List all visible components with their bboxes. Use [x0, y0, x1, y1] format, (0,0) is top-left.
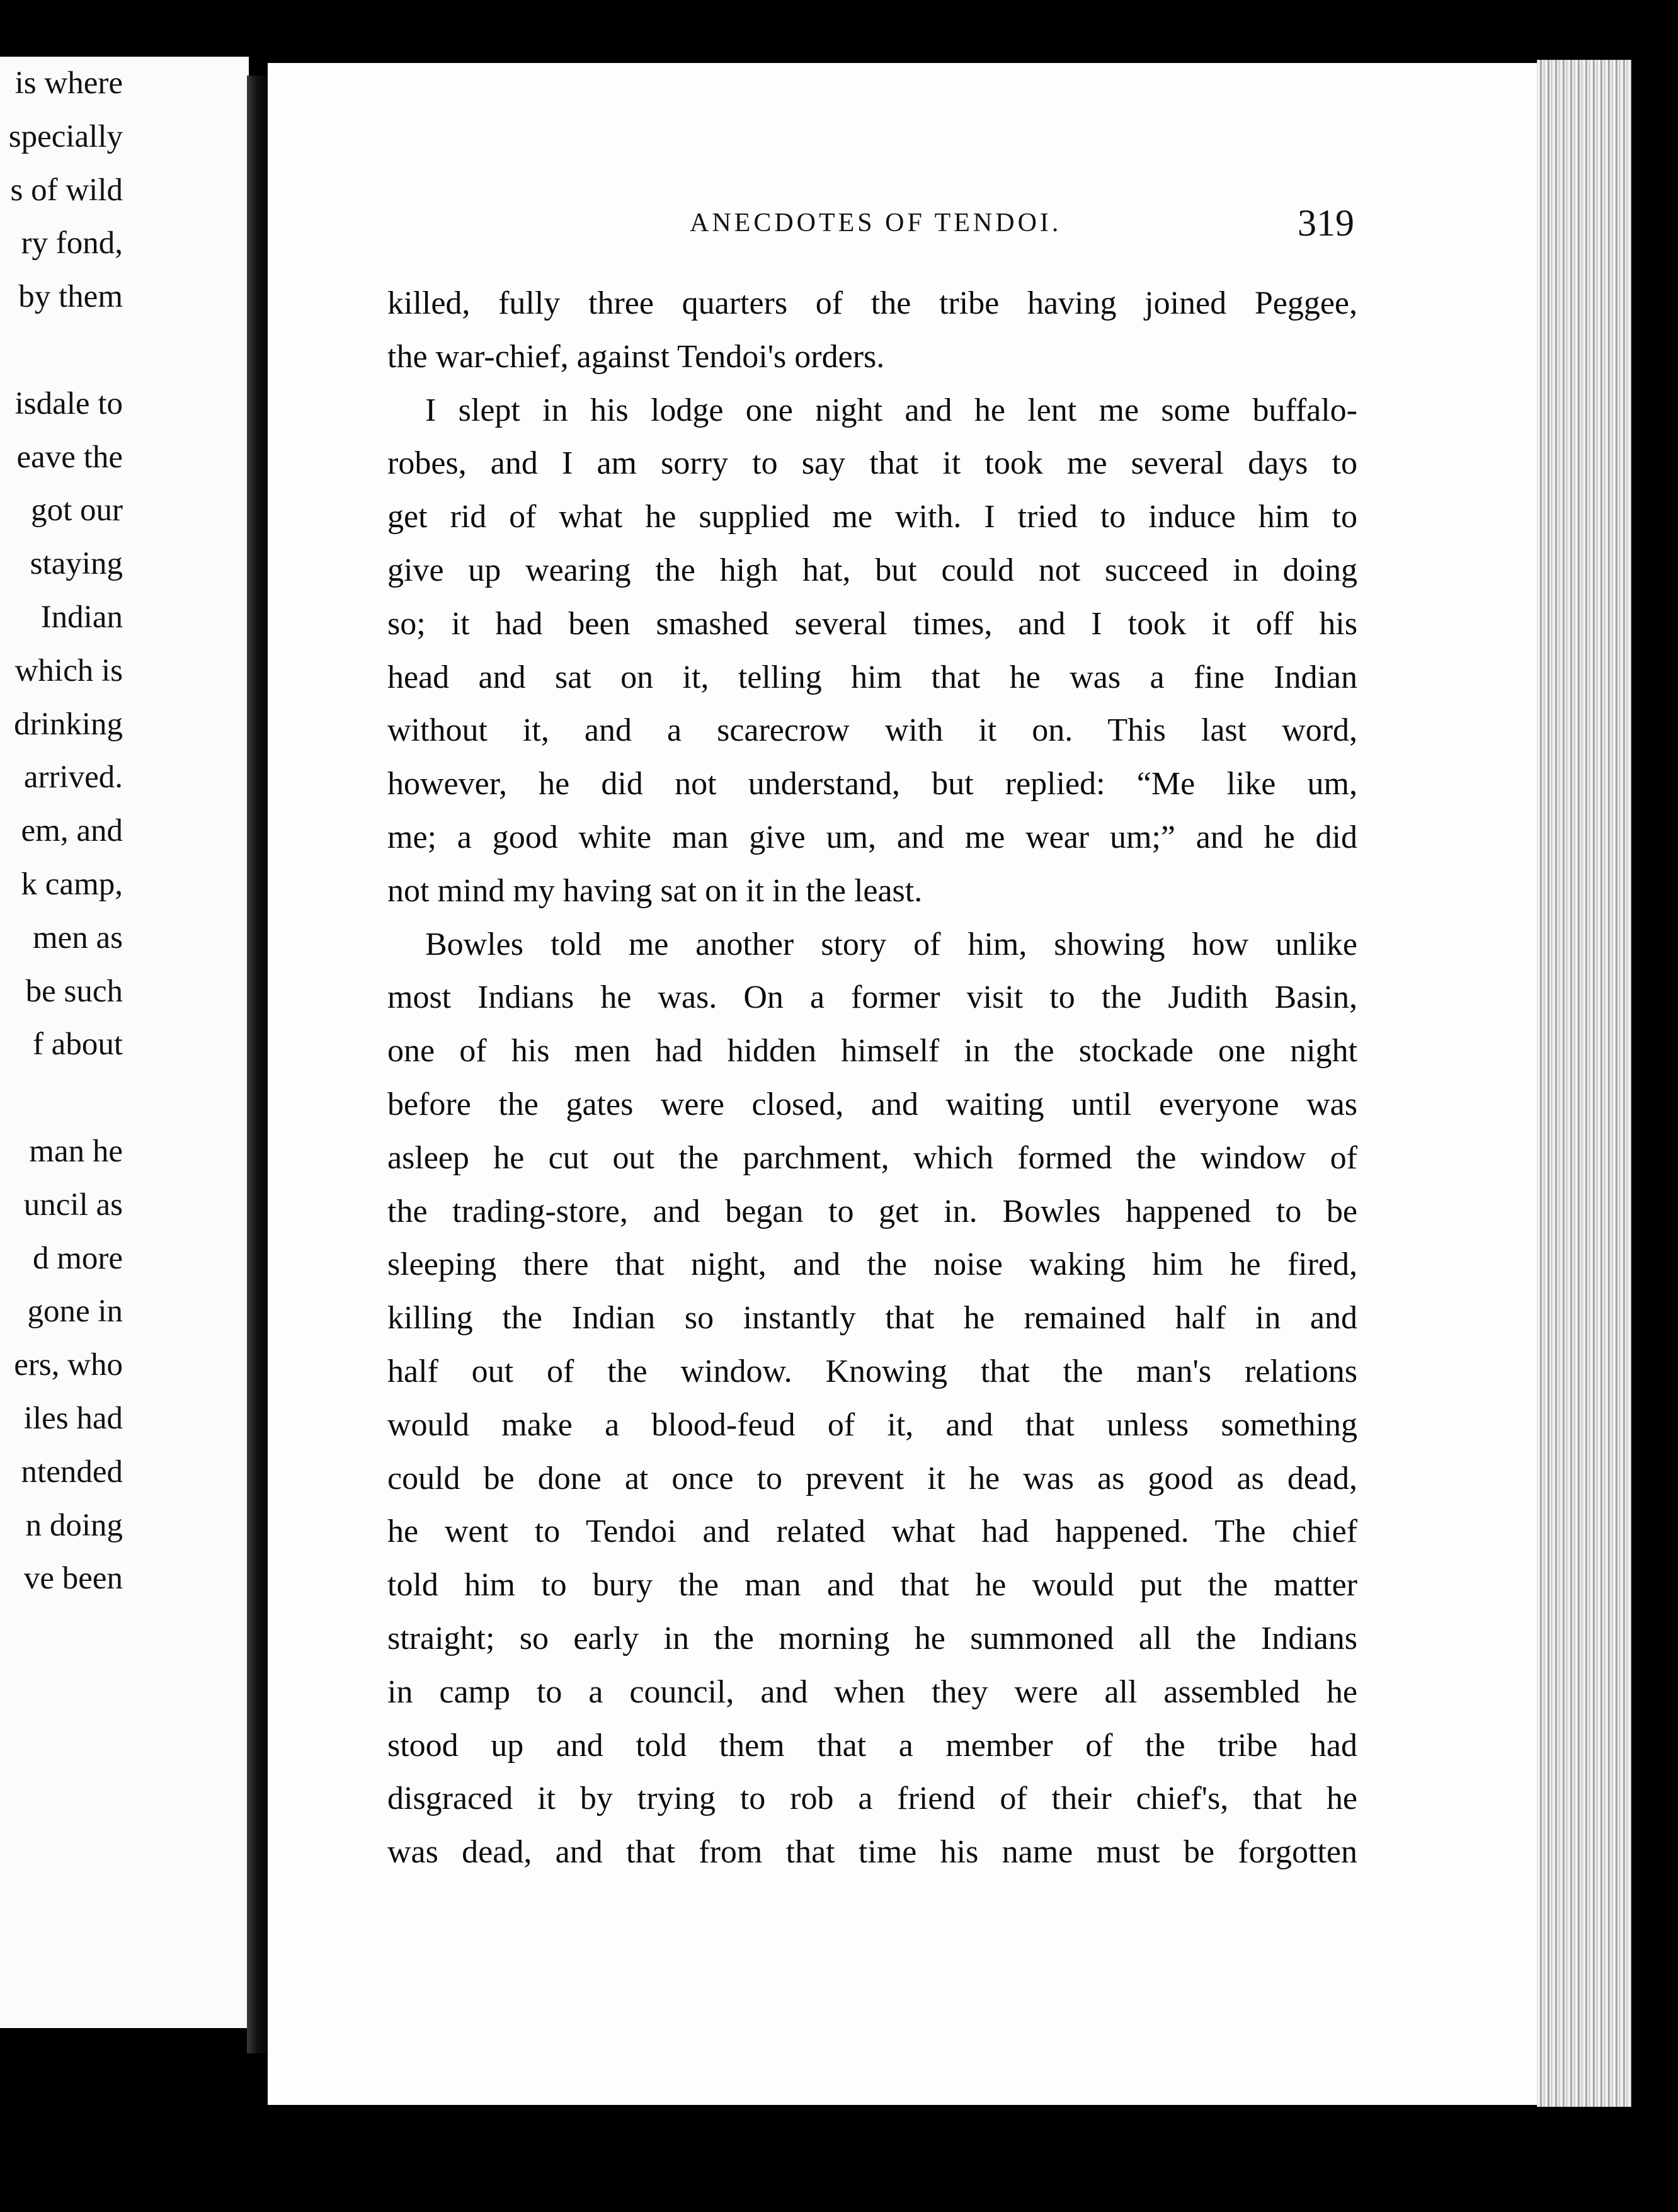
left-page-text	[0, 57, 123, 1605]
body-line: asleep he cut out the parchment, which formed the window of	[387, 1139, 1357, 1176]
page-edges	[1537, 60, 1631, 2107]
body-line: killed, fully three quarters of the tribe having joined Peggee,	[387, 285, 1357, 321]
body-line: stood up and told them that a member of the tribe had	[387, 1727, 1357, 1764]
body-text	[387, 277, 1357, 1879]
left-page-line: k camp,	[21, 866, 123, 902]
body-line: the war-chief, against Tendoi's orders.	[387, 338, 885, 375]
left-page	[0, 57, 249, 2028]
left-page-line	[0, 1071, 123, 1125]
left-page-line: drinking	[14, 706, 123, 742]
body-line: sleeping there that night, and the noise waking him he fired,	[387, 1246, 1357, 1283]
body-line: he went to Tendoi and related what had happened. The chief	[387, 1514, 1357, 1550]
page-number: 319	[1298, 202, 1354, 244]
body-line: straight; so early in the morning he summoned all the Indians	[387, 1620, 1357, 1656]
body-line: killing the Indian so instantly that he remained half in and	[387, 1300, 1357, 1337]
body-line: Bowles told me another story of him, showing how unlike	[425, 926, 1357, 962]
body-line: so; it had been smashed several times, and I took it off his	[387, 605, 1357, 642]
left-page-line: got our	[31, 493, 123, 528]
body-line: in camp to a council, and when they were all assembled he	[387, 1673, 1357, 1710]
body-line: get rid of what he supplied me with. I tried to induce him to	[387, 499, 1357, 535]
left-page-line: ers, who	[14, 1347, 123, 1383]
left-page-line: em, and	[21, 813, 123, 849]
left-page-line: n doing	[25, 1507, 123, 1543]
body-line: before the gates were closed, and waiting until everyone was	[387, 1086, 1357, 1122]
left-page-line: arrived.	[23, 760, 123, 795]
left-page-line: ve been	[23, 1561, 123, 1597]
left-page-line: s of wild	[10, 172, 123, 208]
body-line: most Indians he was. On a former visit to the Judith Basin,	[387, 979, 1357, 1016]
left-page-line: ry fond,	[21, 225, 123, 261]
left-page-line: which is	[14, 653, 123, 688]
left-page-line: be such	[25, 973, 123, 1009]
left-page-line: by them	[18, 279, 123, 315]
left-page-line: Indian	[40, 599, 123, 635]
body-line: me; a good white man give um, and me wear um;” and he did	[387, 819, 1357, 855]
left-page-line: is where	[14, 66, 123, 101]
body-line: half out of the window. Knowing that the man's relations	[387, 1353, 1357, 1389]
body-line: I slept in his lodge one night and he lent me some buffalo-	[425, 392, 1357, 428]
body-line: could be done at once to prevent it he was as good as dead,	[387, 1460, 1357, 1497]
running-head: ANECDOTES OF TENDOI.	[690, 208, 1062, 237]
body-line: give up wearing the high hat, but could not succeed in doing	[387, 552, 1357, 588]
left-page-line: isdale to	[14, 385, 123, 421]
left-page-line: man he	[29, 1133, 123, 1169]
body-line: robes, and I am sorry to say that it took me several days to	[387, 445, 1357, 482]
body-line: was dead, and that from that time his name must be forgotten	[387, 1834, 1357, 1871]
left-page-line: ntended	[21, 1454, 123, 1490]
left-page-line: gone in	[27, 1294, 123, 1330]
body-line: disgraced it by trying to rob a friend of their chief's, that he	[387, 1781, 1357, 1817]
body-line: without it, and a scarecrow with it on. This last word,	[387, 712, 1357, 749]
body-line: would make a blood-feud of it, and that unless something	[387, 1406, 1357, 1443]
left-page-line: eave the	[16, 439, 123, 475]
left-page-line	[0, 324, 123, 377]
body-line: however, he did not understand, but replied: “Me like um,	[387, 766, 1357, 802]
body-line: told him to bury the man and that he would put the matter	[387, 1567, 1357, 1604]
left-page-line: specially	[8, 118, 123, 154]
body-line: one of his men had hidden himself in the stockade one night	[387, 1033, 1357, 1069]
left-page-line: f about	[32, 1027, 123, 1063]
body-line: head and sat on it, telling him that he was a fine Indian	[387, 659, 1357, 695]
left-page-line: d more	[32, 1240, 123, 1276]
left-page-line: uncil as	[23, 1187, 123, 1223]
body-line: the trading-store, and began to get in. Bowles happened to be	[387, 1193, 1357, 1229]
body-line: not mind my having sat on it in the least.	[387, 872, 923, 909]
left-page-line: iles had	[23, 1400, 123, 1436]
left-page-line: staying	[30, 546, 123, 582]
left-page-line: men as	[32, 920, 123, 955]
